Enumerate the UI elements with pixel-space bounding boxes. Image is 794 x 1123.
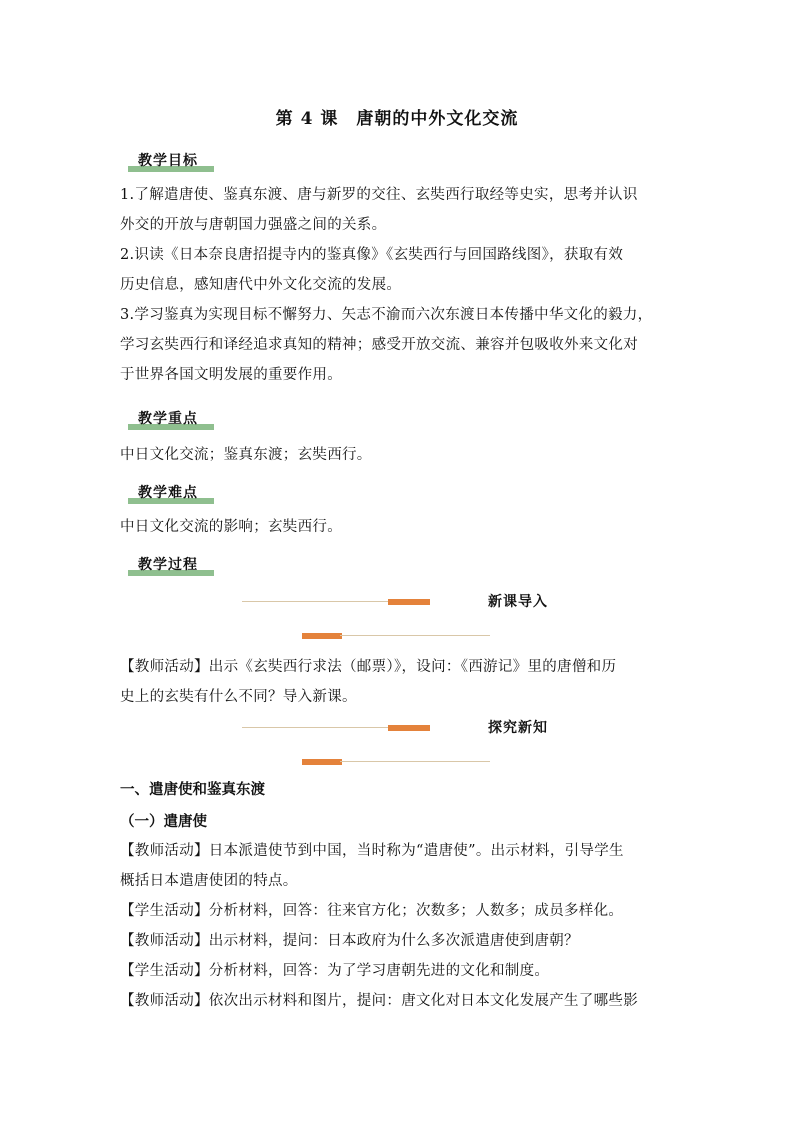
explore-text (120, 836, 680, 1016)
text-line: 2.识读《日本奈良唐招提寺内的鉴真像》《玄奘西行与回国路线图》，获取有效 (120, 247, 624, 263)
section-heading-difficulties (128, 482, 214, 504)
divider-line (340, 761, 490, 762)
divider-line (340, 635, 490, 636)
text-line: 1.了解遣唐使、鉴真东渡、唐与新罗的交往、玄奘西行取经等史实，思考并认识 (120, 187, 638, 203)
text-line: 3.学习鉴真为实现目标不懈努力、矢志不渝而六次东渡日本传播中华文化的毅力， (120, 307, 653, 323)
explore-label: 探究新知 (488, 720, 548, 736)
section-heading-label: 教学难点 (138, 485, 198, 501)
text-line: 学习玄奘西行和译经追求真知的精神；感受开放交流、兼容并包吸收外来文化对 (120, 337, 638, 353)
objectives-text (120, 180, 680, 390)
text-line: 【教师活动】依次出示材料和图片，提问：唐文化对日本文化发展产生了哪些影 (120, 993, 638, 1009)
text-line: 【教师活动】出示材料，提问：日本政府为什么多次派遣唐使到唐朝？ (120, 933, 579, 949)
text-line: 史上的玄奘有什么不同？导入新课。 (120, 689, 357, 705)
text-line: 历史信息，感知唐代中外文化交流的发展。 (120, 277, 402, 293)
text-line: 【教师活动】出示《玄奘西行求法（邮票）》，设问：《西游记》里的唐僧和历 (120, 659, 617, 675)
text-line: 【学生活动】分析材料，回答：往来官方化；次数多；人数多；成员多样化。 (120, 903, 624, 919)
text-line: 【教师活动】日本派遣使节到中国，当时称为“遣唐使”。出示材料，引导学生 (120, 843, 624, 859)
text-line: 中日文化交流；鉴真东渡；玄奘西行。 (120, 447, 372, 463)
text-line: 概括日本遣唐使团的特点。 (120, 873, 298, 889)
divider-block (388, 599, 430, 605)
divider-bottom-explore (300, 756, 492, 768)
intro-text (120, 652, 680, 712)
key-points-text (120, 440, 680, 470)
divider-bottom-intro (300, 630, 492, 642)
divider-block (388, 725, 430, 731)
divider-line (242, 727, 392, 728)
part-title: 一、遣唐使和鉴真东渡 (120, 781, 265, 798)
section-heading-label: 教学过程 (138, 557, 198, 573)
section-heading-objectives (128, 150, 214, 172)
section-heading-process (128, 554, 214, 576)
subpart-title: （一）遣唐使 (120, 813, 207, 830)
divider-block (302, 633, 342, 639)
page-title: 第 4 课 唐朝的中外文化交流 (275, 109, 519, 129)
text-line: 外交的开放与唐朝国力强盛之间的关系。 (120, 217, 387, 233)
intro-label: 新课导入 (488, 594, 548, 610)
divider-block (302, 759, 342, 765)
difficulties-text (120, 512, 680, 542)
text-line: 于世界各国文明发展的重要作用。 (120, 367, 342, 383)
divider-top-explore (242, 722, 432, 734)
text-line: 【学生活动】分析材料，回答：为了学习唐朝先进的文化和制度。 (120, 963, 550, 979)
section-heading-label: 教学目标 (138, 153, 198, 169)
divider-top-intro (242, 596, 432, 608)
section-heading-key-points (128, 408, 214, 430)
text-line: 中日文化交流的影响；玄奘西行。 (120, 519, 342, 535)
section-heading-label: 教学重点 (138, 411, 198, 427)
divider-line (242, 601, 392, 602)
